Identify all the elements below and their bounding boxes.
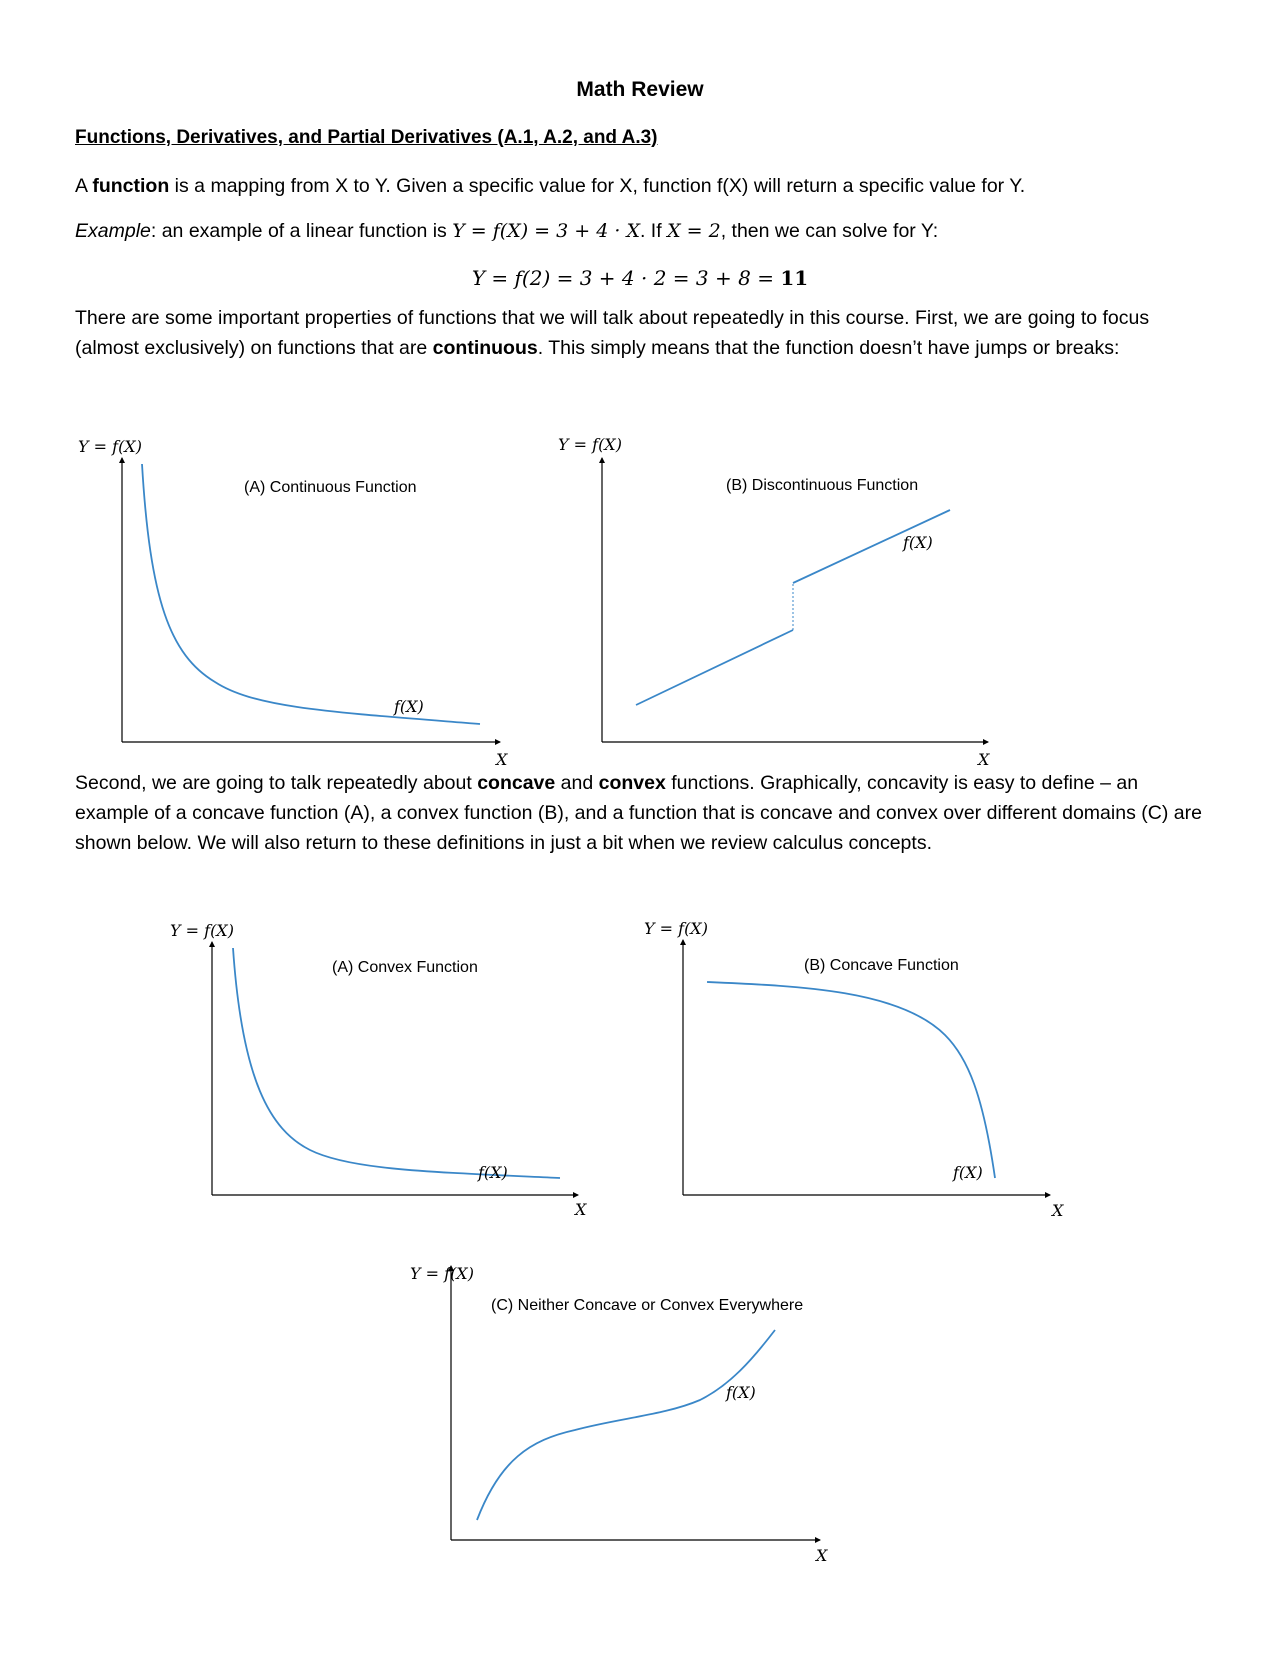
convex-curve [233, 948, 560, 1178]
discontinuous-function-graph [558, 435, 990, 769]
x-axis-label: X [816, 1546, 828, 1565]
y-axis-label: Y = f(X) [410, 1264, 474, 1283]
solution-result: 11 [780, 266, 809, 290]
x-value-condition: X = 2 [667, 220, 721, 242]
curve-label: f(X) [394, 697, 424, 716]
continuous-curve [142, 464, 480, 724]
concavity-paragraph: Second, we are going to talk repeatedly about concave and convex functions. Graphically, concavity is easy to define – an example of a concave function (A), a convex function (B), and a function that is concave and convex over different domains (C) are shown below. We will also return to these definitions in just a bit when we review calculus concepts. [75, 772, 1202, 854]
continuity-paragraph: There are some important properties of functions that we will talk about repeatedly in this course. First, we are going to focus (almost exclusively) on functions that are continuous. This simply means that the function doesn’t have jumps or breaks: [75, 307, 1150, 359]
graph-title: (A) Convex Function [332, 959, 478, 976]
example-label: Example [75, 220, 151, 242]
linear-function-formula: Y = f(X) = 3 + 4 · X [452, 220, 640, 242]
y-axis-label: Y = f(X) [558, 435, 622, 454]
neither-concave-convex-graph [410, 1264, 828, 1565]
s-curve [477, 1330, 775, 1520]
graph-title: (B) Discontinuous Function [726, 477, 919, 494]
convex-function-graph [170, 921, 587, 1219]
x-axis-label: X [978, 750, 990, 769]
x-axis-label: X [496, 750, 508, 769]
lower-segment [636, 630, 793, 705]
graph-title: (A) Continuous Function [244, 479, 417, 496]
y-axis-label: Y = f(X) [644, 919, 708, 938]
curve-label: f(X) [478, 1163, 508, 1182]
concave-function-graph [644, 919, 1064, 1220]
y-axis-label: Y = f(X) [170, 921, 234, 940]
graph-title: (C) Neither Concave or Convex Everywhere [491, 1297, 804, 1314]
curve-label: f(X) [726, 1383, 756, 1402]
continuous-function-graph [78, 437, 508, 769]
example-paragraph: Example: an example of a linear function is Y = f(X) = 3 + 4 · X. If X = 2, then we can solve for Y: [75, 220, 939, 242]
x-axis-label: X [575, 1200, 587, 1219]
function-definition-paragraph: A function is a mapping from X to Y. Given a specific value for X, function f(X) will return a specific value for Y. [75, 175, 1026, 197]
curve-label: f(X) [953, 1163, 983, 1182]
document-title: Math Review [576, 78, 704, 101]
section-heading: Functions, Derivatives, and Partial Derivatives (A.1, A.2, and A.3) [75, 127, 658, 148]
graph-title: (B) Concave Function [804, 957, 959, 974]
solution-equation: Y = f(2) = 3 + 4 · 2 = 3 + 8 = 11 [471, 266, 809, 290]
y-axis-label: Y = f(X) [78, 437, 142, 456]
concave-curve [707, 982, 995, 1178]
curve-label: f(X) [903, 533, 933, 552]
x-axis-label: X [1052, 1201, 1064, 1220]
